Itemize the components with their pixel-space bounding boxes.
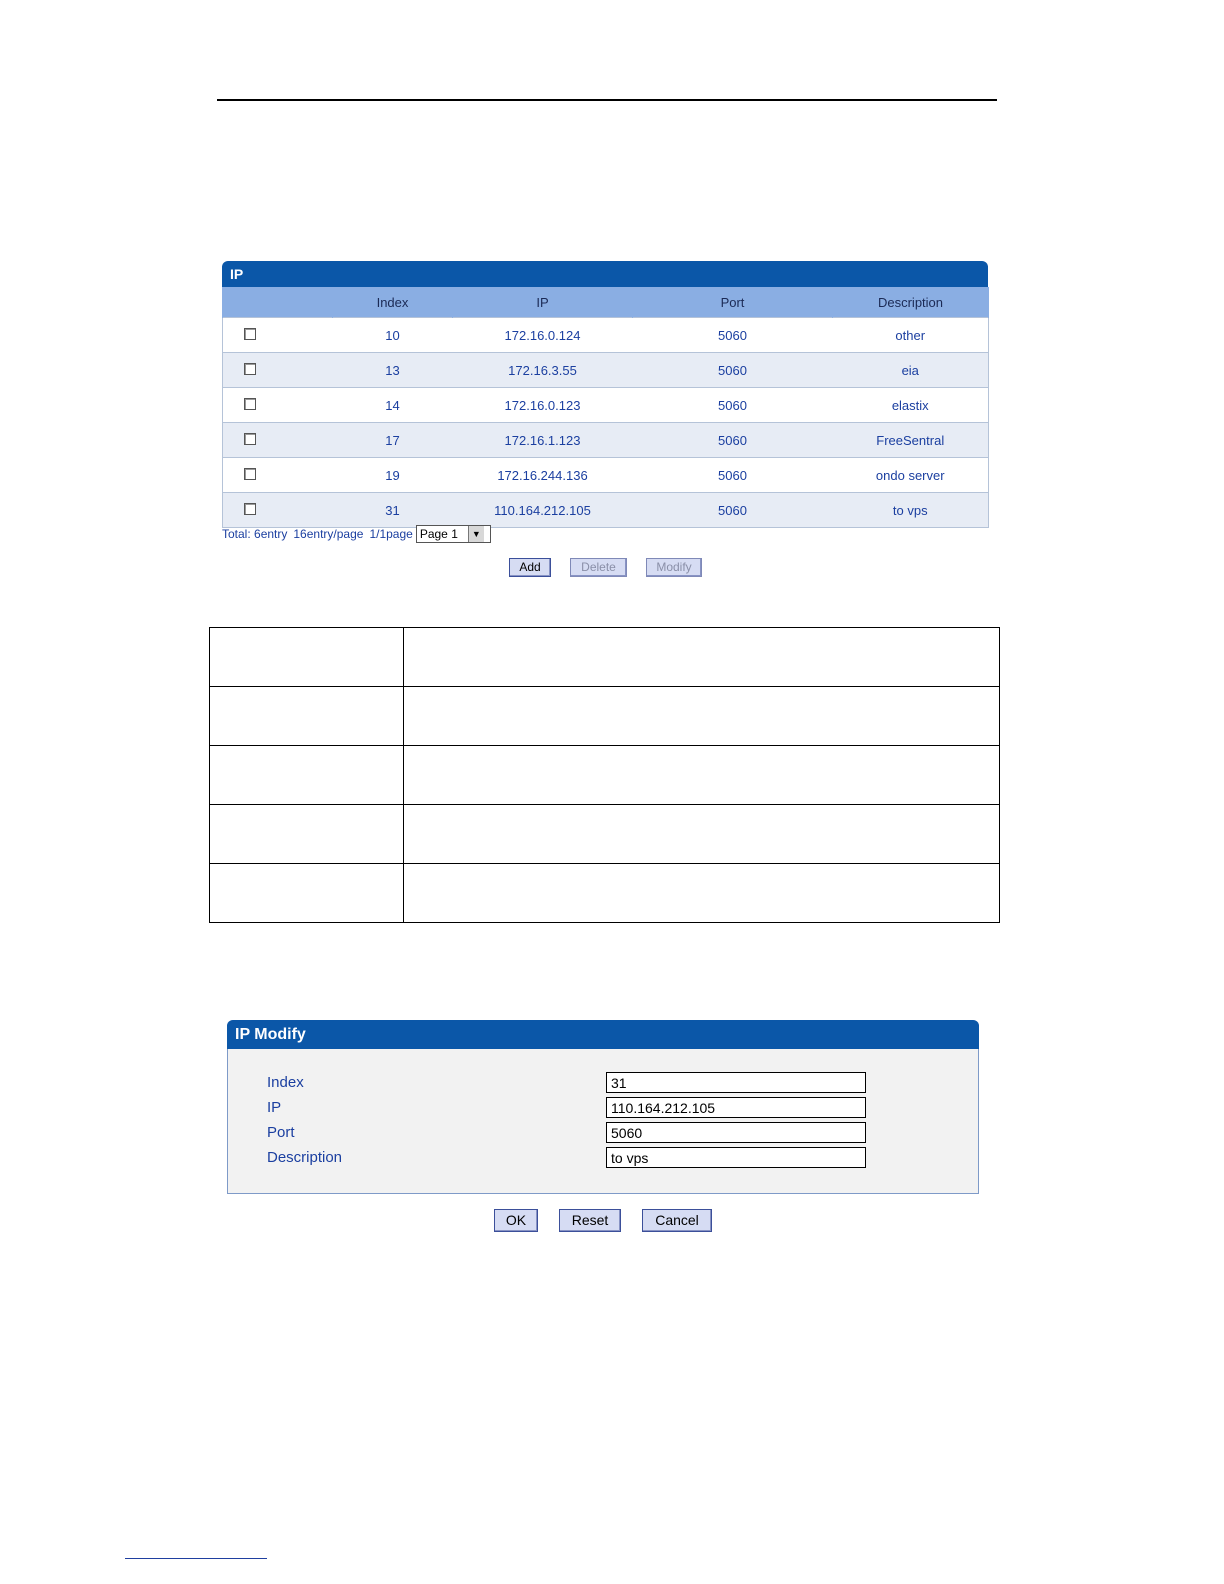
cell-index: 19 (333, 458, 453, 493)
table-cell (210, 687, 404, 746)
table-row (223, 423, 989, 458)
row-checkbox[interactable] (244, 468, 256, 480)
ip-list-panel (222, 261, 988, 528)
cell-port: 5060 (633, 388, 833, 423)
ip-list-title: IP (222, 261, 988, 287)
ok-button[interactable]: OK (494, 1209, 538, 1232)
page-count-text: 1/1page (369, 527, 413, 541)
row-checkbox[interactable] (244, 398, 256, 410)
total-entries-text: Total: 6entry (222, 527, 288, 541)
footer-rule (125, 1558, 267, 1559)
entries-per-page-text: 16entry/page (293, 527, 364, 541)
table-row (210, 864, 1000, 923)
table-row (210, 687, 1000, 746)
cell-port: 5060 (633, 318, 833, 353)
cell-description: other (833, 318, 989, 353)
table-cell (404, 805, 1000, 864)
cell-ip: 172.16.1.123 (453, 423, 633, 458)
cell-ip: 110.164.212.105 (453, 493, 633, 528)
cell-description: ondo server (833, 458, 989, 493)
cell-index: 10 (333, 318, 453, 353)
reset-button[interactable]: Reset (559, 1209, 621, 1232)
port-field[interactable]: 5060 (606, 1122, 866, 1143)
cell-index: 14 (333, 388, 453, 423)
cell-ip: 172.16.0.123 (453, 388, 633, 423)
cell-ip: 172.16.244.136 (453, 458, 633, 493)
ip-field[interactable]: 110.164.212.105 (606, 1097, 866, 1118)
row-checkbox-cell (223, 318, 333, 353)
table-cell (210, 628, 404, 687)
port-label: Port (267, 1124, 295, 1141)
page-select-value: Page 1 (419, 527, 458, 541)
row-checkbox[interactable] (244, 433, 256, 445)
cell-port: 5060 (633, 423, 833, 458)
cell-index: 17 (333, 423, 453, 458)
table-row (210, 628, 1000, 687)
cell-port: 5060 (633, 458, 833, 493)
add-button[interactable]: Add (509, 558, 551, 577)
table-row (223, 318, 989, 353)
cell-index: 31 (333, 493, 453, 528)
table-cell (404, 746, 1000, 805)
table-cell (404, 687, 1000, 746)
pagination-bar (222, 525, 491, 543)
header-rule (217, 99, 997, 101)
cell-description: FreeSentral (833, 423, 989, 458)
table-cell (210, 805, 404, 864)
ip-table (222, 287, 989, 528)
modify-button[interactable]: Modify (646, 558, 702, 577)
row-checkbox[interactable] (244, 503, 256, 515)
index-field[interactable]: 31 (606, 1072, 866, 1093)
table-row (223, 353, 989, 388)
table-row (210, 805, 1000, 864)
table-cell (404, 864, 1000, 923)
column-header-index: Index (333, 287, 453, 318)
cell-ip: 172.16.3.55 (453, 353, 633, 388)
cell-port: 5060 (633, 353, 833, 388)
table-header-row (223, 287, 989, 318)
table-cell (210, 746, 404, 805)
table-row (210, 746, 1000, 805)
table-cell (210, 864, 404, 923)
table-cell (404, 628, 1000, 687)
ip-modify-panel (227, 1020, 979, 1194)
delete-button[interactable]: Delete (570, 558, 627, 577)
chevron-down-icon[interactable]: ▼ (468, 526, 484, 542)
cell-index: 13 (333, 353, 453, 388)
cell-port: 5060 (633, 493, 833, 528)
index-label: Index (267, 1074, 304, 1091)
column-header-description: Description (833, 287, 989, 318)
table-row (223, 458, 989, 493)
row-checkbox-cell (223, 423, 333, 458)
cell-description: to vps (833, 493, 989, 528)
cell-description: elastix (833, 388, 989, 423)
row-checkbox-cell (223, 458, 333, 493)
page-select[interactable] (416, 525, 491, 543)
table-row (223, 493, 989, 528)
cancel-button[interactable]: Cancel (642, 1209, 712, 1232)
column-header-port: Port (633, 287, 833, 318)
ip-modify-title: IP Modify (227, 1020, 979, 1049)
row-checkbox-cell (223, 493, 333, 528)
column-header-ip: IP (453, 287, 633, 318)
description-field[interactable]: to vps (606, 1147, 866, 1168)
cell-description: eia (833, 353, 989, 388)
description-label: Description (267, 1149, 343, 1166)
cell-ip: 172.16.0.124 (453, 318, 633, 353)
row-checkbox-cell (223, 388, 333, 423)
column-header-select (223, 287, 333, 318)
row-checkbox[interactable] (244, 363, 256, 375)
row-checkbox-cell (223, 353, 333, 388)
table-row (223, 388, 989, 423)
parameter-description-table (209, 627, 1000, 923)
row-checkbox[interactable] (244, 328, 256, 340)
ip-label: IP (267, 1099, 282, 1116)
